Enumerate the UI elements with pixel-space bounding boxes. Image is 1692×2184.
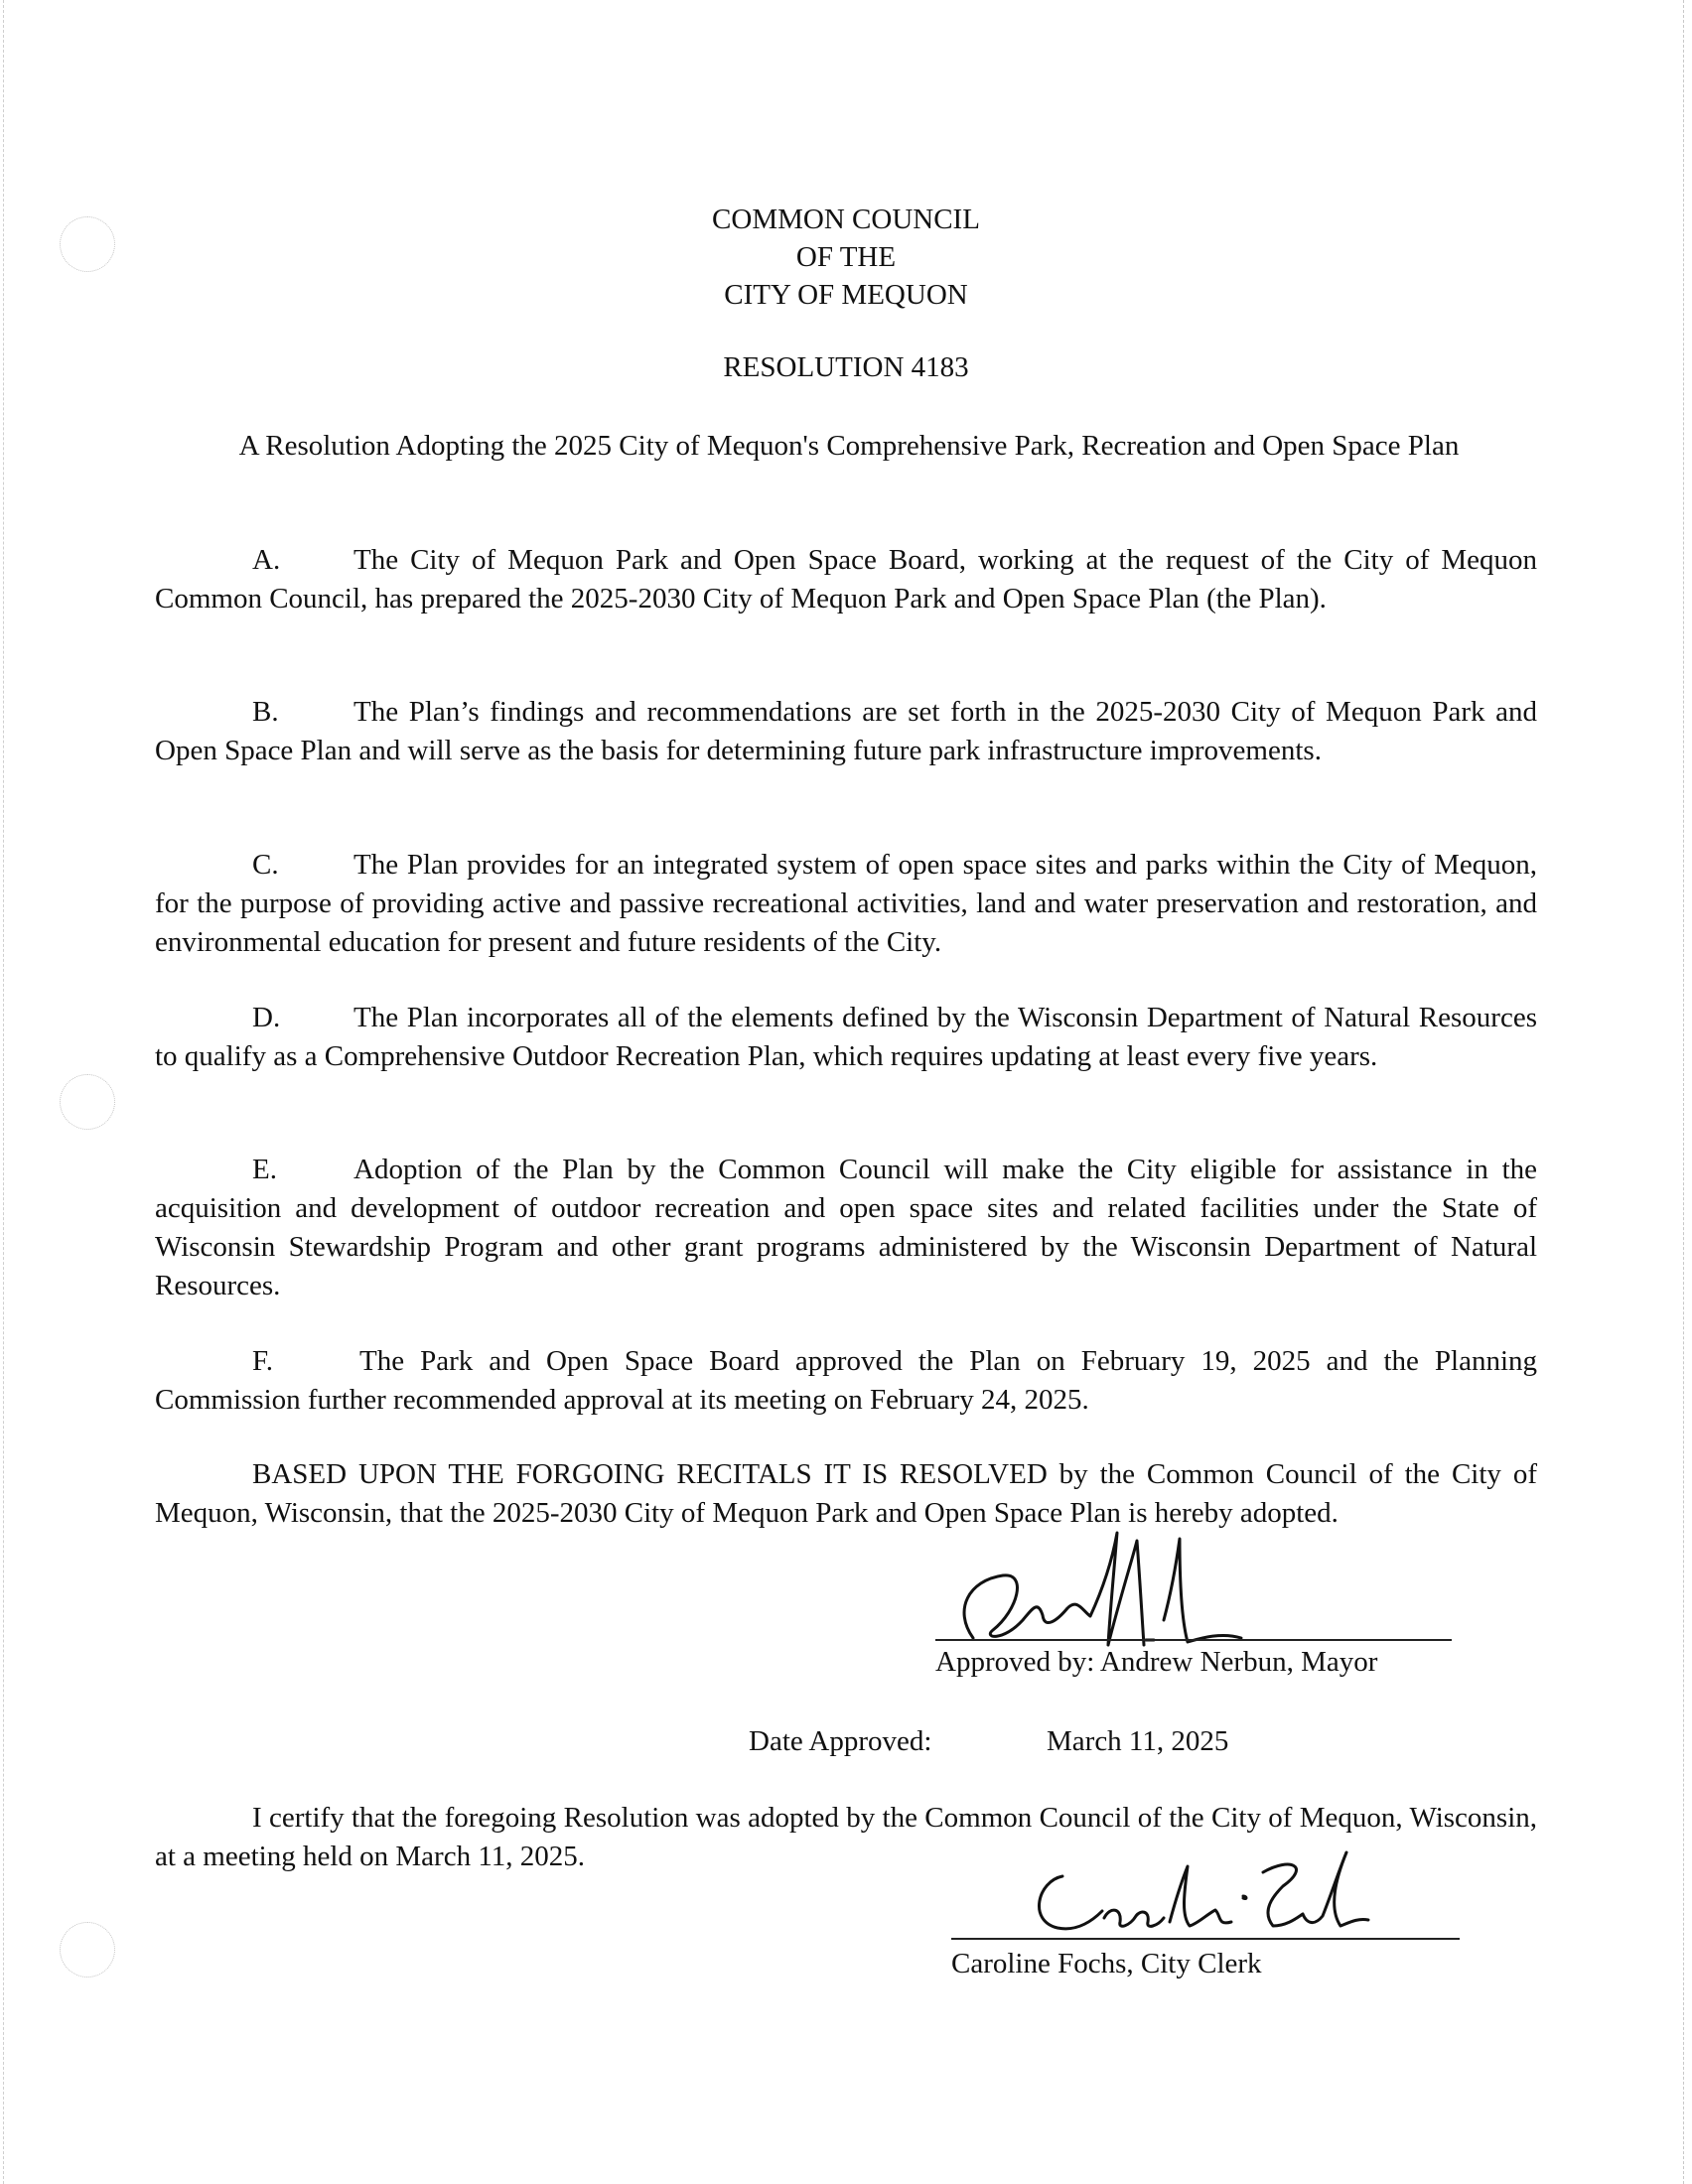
- certification-text: I certify that the foregoing Resolution was adopted by the Common Council of the City of Mequon, Wisconsin, at a meeting held on March 11, 2025.: [155, 1802, 1537, 1872]
- recital-b: [155, 693, 1537, 770]
- resolution-title: A Resolution Adopting the 2025 City of Mequon's Comprehensive Park, Recreation and Open Space Plan: [238, 430, 1460, 462]
- recital-text: The Plan provides for an integrated system of open space sites and parks within the City of Mequon, for the purpose of providing active and passive recreational activities, land and water preservation and restoration, and environmental education for present and future residents of the City.: [155, 849, 1537, 958]
- scan-edge-left: [3, 0, 6, 2184]
- recital-letter: F.: [252, 1345, 274, 1377]
- recital-letter: D.: [252, 1002, 281, 1033]
- clerk-label: Caroline Fochs, City Clerk: [951, 1948, 1262, 1979]
- recital-e: [155, 1151, 1537, 1305]
- header-line-3: CITY OF MEQUON: [724, 279, 968, 311]
- recital-letter: C.: [252, 849, 279, 881]
- header-line-2: OF THE: [795, 241, 897, 273]
- date-approved-value: March 11, 2025: [1047, 1725, 1229, 1757]
- recital-f: [155, 1342, 1537, 1420]
- approved-by-label: Approved by: Andrew Nerbun, Mayor: [935, 1646, 1378, 1678]
- recital-c: [155, 846, 1537, 962]
- date-approved-label: Date Approved:: [749, 1725, 932, 1757]
- punch-hole-mark: [60, 1922, 115, 1978]
- resolved-text: BASED UPON THE FORGOING RECITALS IT IS RESOLVED by the Common Council of the City of Mequon, Wisconsin, that the 2025-2030 City of Mequon Park and Open Space Plan is hereby adopted.: [155, 1458, 1537, 1529]
- header-line-1: COMMON COUNCIL: [712, 204, 980, 235]
- resolution-number: RESOLUTION 4183: [723, 351, 969, 383]
- recital-letter: E.: [252, 1154, 277, 1185]
- recital-text: The Plan’s findings and recommendations are set forth in the 2025-2030 City of Mequon Park and Open Space Plan and will serve as the basis for determining future park infrastructure improvements.: [155, 696, 1537, 766]
- recital-d: [155, 999, 1537, 1076]
- clerk-signature: [1013, 1827, 1370, 1946]
- resolved-paragraph: [155, 1455, 1537, 1533]
- recital-letter: B.: [252, 696, 279, 728]
- punch-hole-mark: [60, 1074, 115, 1130]
- recital-text: The Plan incorporates all of the elements defined by the Wisconsin Department of Natural Resources to qualify as a Comprehensive Outdoor Recreation Plan, which requires updating at least every five years.: [155, 1002, 1537, 1072]
- recital-letter: A.: [252, 544, 281, 576]
- recital-text: The Park and Open Space Board approved the Plan on February 19, 2025 and the Planning Commission further recommended approval at its meeting on February 24, 2025.: [155, 1345, 1537, 1416]
- clerk-signature-line: [951, 1938, 1460, 1940]
- mayor-signature-line: [935, 1639, 1452, 1641]
- scan-edge-right: [1683, 0, 1686, 2184]
- recital-a: [155, 541, 1537, 618]
- recital-text: Adoption of the Plan by the Common Council will make the City eligible for assistance in the acquisition and development of outdoor recreation and open space sites and related facilities under the State of Wisconsin Stewardship Program and other grant programs administered by the Wisconsin Department of Natural Resources.: [155, 1154, 1537, 1301]
- recital-text: The City of Mequon Park and Open Space Board, working at the request of the City of Mequon Common Council, has prepared the 2025-2030 City of Mequon Park and Open Space Plan (the Plan).: [155, 544, 1537, 614]
